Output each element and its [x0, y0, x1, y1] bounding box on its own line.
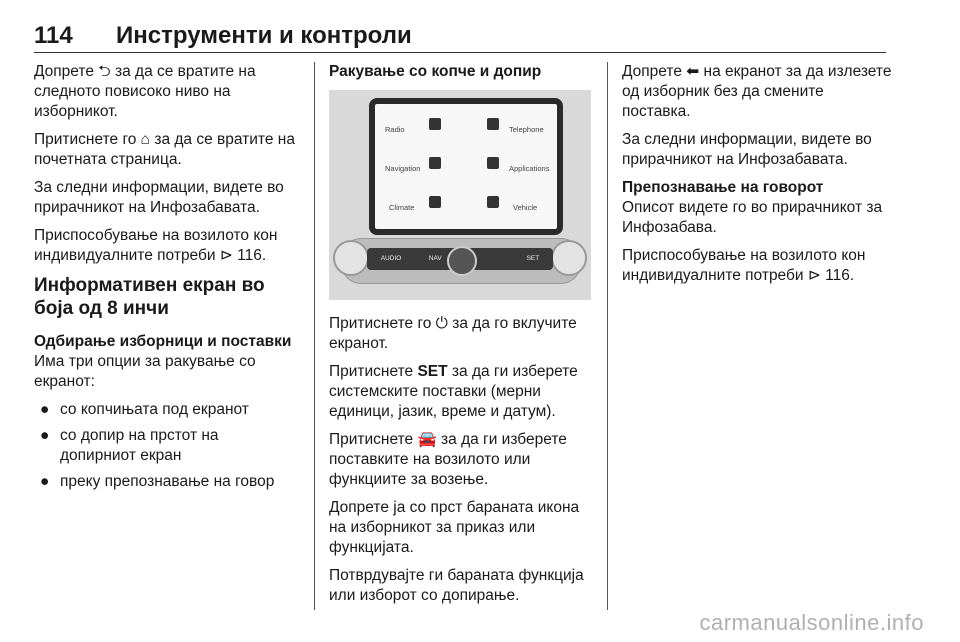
- page-number: 114: [34, 22, 73, 49]
- volume-knob: [333, 240, 369, 276]
- app-label-climate: Climate: [389, 203, 415, 212]
- nav-button: NAV: [428, 255, 442, 262]
- paragraph: Има три опции за ракување со екранот:: [34, 353, 256, 390]
- list-item-text: преку препознавање на говор: [60, 473, 275, 490]
- paragraph: Приспособување на возилото кон индивидуалните потреби ⊳ 116.: [622, 247, 866, 284]
- column-divider-2: [607, 62, 608, 610]
- page-title: Инструменти и контроли: [116, 22, 412, 49]
- app-label-navigation: Navigation: [385, 164, 421, 173]
- app-label-radio: Radio: [385, 125, 405, 134]
- set-button: SET: [526, 255, 540, 262]
- list-item-text: со допир на прстот на допирниот екран: [60, 427, 219, 464]
- phone-icon: [487, 118, 499, 130]
- bullet-icon: ●: [40, 473, 50, 490]
- paragraph: [329, 362, 594, 422]
- paragraph: Описот видете го во прирачникот за Инфозабава.: [622, 199, 883, 236]
- vehicle-icon: [487, 196, 499, 208]
- app-label-applications: Applications: [509, 164, 550, 173]
- watermark: carmanualsonline.info: [699, 610, 924, 635]
- paragraph: Допрете ја со прст бараната икона на изборникот за приказ или функцијата.: [329, 499, 580, 556]
- bullet-icon: ●: [40, 427, 50, 444]
- paragraph: Приспособување на возилото кон индивидуалните потреби ⊳ 116.: [34, 227, 278, 264]
- list-item-text: со копчињата под екранот: [60, 401, 249, 418]
- bullet-icon: ●: [40, 401, 50, 418]
- app-label-vehicle: Vehicle: [513, 203, 538, 212]
- text-run: за да ги изберете системските поставки (мерни единици, јазик, време и датум).: [329, 363, 578, 420]
- display-screen: [369, 98, 563, 235]
- sub-heading: Препознавање на говорот: [622, 179, 824, 196]
- paragraph: За следни информации, видете во прирачникот на Инфозабавата.: [622, 131, 872, 168]
- column-divider-1: [314, 62, 315, 610]
- header-divider: [34, 52, 886, 53]
- list-item: [34, 400, 296, 420]
- climate-icon: [429, 196, 441, 208]
- sub-heading: Одбирање изборници и поставки: [34, 333, 292, 350]
- page-header: [34, 22, 886, 50]
- column-1: [34, 62, 296, 498]
- infotainment-figure: [329, 90, 591, 300]
- paragraph: За следни информации, видете во прирачникот на Инфозабавата.: [34, 179, 284, 216]
- paragraph: Потврдувајте ги бараната функција или изборот со допирање.: [329, 567, 584, 604]
- navigation-icon: [429, 157, 441, 169]
- paragraph: Допрете ⮌ за да се вратите на следното повисоко ниво на изборникот.: [34, 63, 256, 120]
- music-icon: [429, 118, 441, 130]
- paragraph: Притиснете 🚘 за да ги изберете поставките на возилото или функциите за возење.: [329, 431, 567, 488]
- sub-heading: Ракување со копче и допир: [329, 63, 542, 80]
- applications-icon: [487, 157, 499, 169]
- list-item: [34, 472, 296, 492]
- tune-knob: [551, 240, 587, 276]
- app-label-telephone: Telephone: [509, 125, 544, 134]
- power-knob: [447, 246, 477, 276]
- list-item: [34, 426, 296, 466]
- paragraph: Притиснете го ⏻ за да го вклучите екранот.: [329, 315, 577, 352]
- section-heading: Информативен екран во боја од 8 инчи: [34, 275, 265, 319]
- text-run: Притиснете: [329, 363, 418, 380]
- column-2: [329, 62, 594, 614]
- audio-button: AUDIO: [380, 255, 402, 262]
- paragraph: Допрете ⬅ на екранот за да излезете од изборник без да смените поставка.: [622, 63, 892, 120]
- paragraph: Притиснете го ⌂ за да се вратите на почетната страница.: [34, 131, 295, 168]
- set-label: SET: [417, 363, 448, 380]
- column-3: [622, 62, 892, 294]
